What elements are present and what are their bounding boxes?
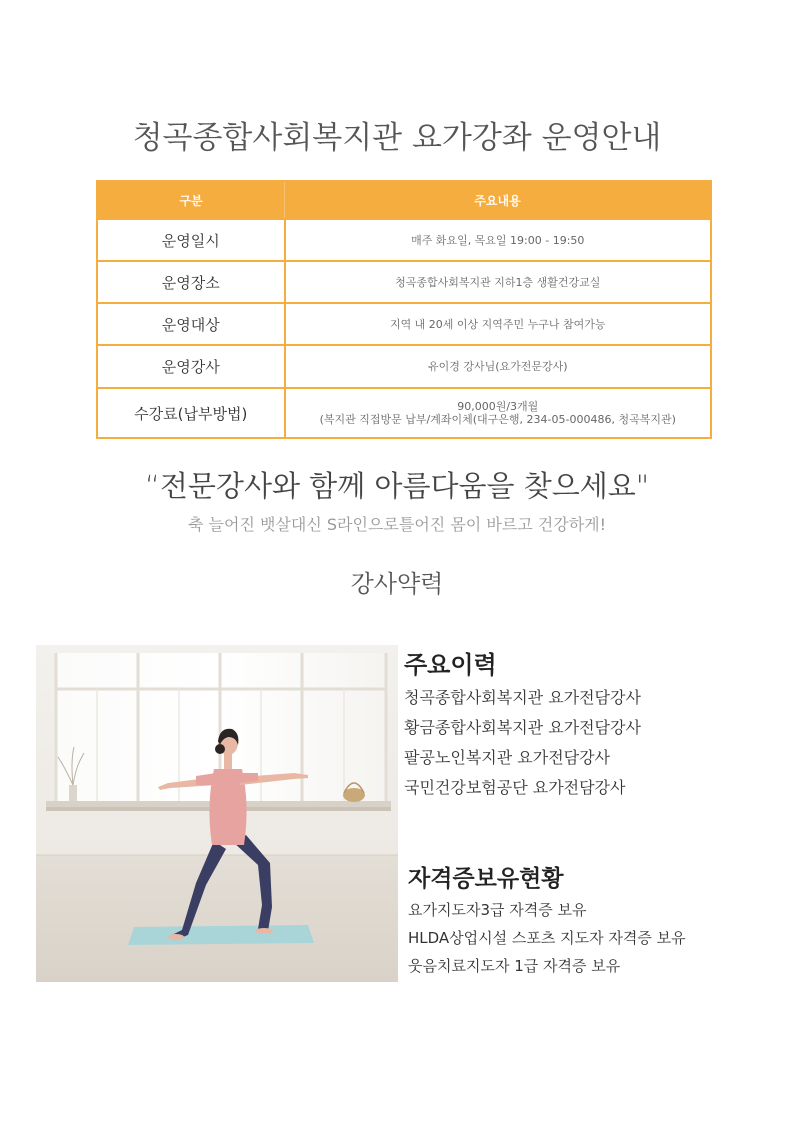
list-item: 요가지도자3급 자격증 보유 xyxy=(408,901,587,919)
list-item: 팔공노인복지관 요가전담강사 xyxy=(404,748,611,767)
row-label-schedule: 운영일시 xyxy=(97,219,285,261)
table-header-row xyxy=(97,181,711,219)
info-table xyxy=(96,180,712,439)
table-row xyxy=(97,345,711,388)
row-value-target: 지역 내 20세 이상 지역주민 누구나 참여가능 xyxy=(285,303,712,345)
table-row xyxy=(97,219,711,261)
row-label-instructor: 운영강사 xyxy=(97,345,285,388)
career-list xyxy=(404,683,641,803)
table-row xyxy=(97,261,711,303)
list-item: 웃음치료지도자 1급 자격증 보유 xyxy=(408,957,621,975)
quote: “전문강사와 함께 아름다움을 찾으세요" xyxy=(144,469,650,503)
section-title: 강사약력 xyxy=(350,570,444,598)
table-row xyxy=(97,303,711,345)
list-item: 국민건강보험공단 요가전담강사 xyxy=(404,778,626,797)
list-item: 청곡종합사회복지관 요가전담강사 xyxy=(404,688,641,707)
sub-quote: 축 늘어진 뱃살대신 S라인으로틀어진 몸이 바르고 건강하게! xyxy=(187,515,607,534)
list-item: 황금종합사회복지관 요가전담강사 xyxy=(404,718,641,737)
row-label-target: 운영대상 xyxy=(97,303,285,345)
row-label-fee: 수강료(납부방법) xyxy=(97,388,285,438)
table-row xyxy=(97,388,711,438)
career-heading: 주요이력 xyxy=(404,651,497,679)
cert-list xyxy=(408,896,686,980)
row-value-location: 청곡종합사회복지관 지하1층 생활건강교실 xyxy=(285,261,712,303)
row-value-fee xyxy=(285,388,712,438)
fee-payment-method: (복지관 직접방문 납부/계좌이체(대구은행, 234-05-000486, 청곡복지관) xyxy=(319,413,676,426)
table-header-content: 주요내용 xyxy=(285,181,712,219)
row-label-location: 운영장소 xyxy=(97,261,285,303)
list-item: HLDA상업시설 스포츠 지도자 자격증 보유 xyxy=(408,929,686,947)
row-value-instructor: 유이경 강사님(요가전문강사) xyxy=(285,345,712,388)
page-title: 청곡종합사회복지관 요가강좌 운영안내 xyxy=(132,120,662,156)
yoga-instructor-photo xyxy=(36,645,398,982)
row-value-schedule: 매주 화요일, 목요일 19:00 - 19:50 xyxy=(285,219,712,261)
fee-amount: 90,000원/3개월 xyxy=(457,400,539,413)
table-header-category: 구분 xyxy=(97,181,285,219)
cert-heading: 자격증보유현황 xyxy=(408,866,564,892)
